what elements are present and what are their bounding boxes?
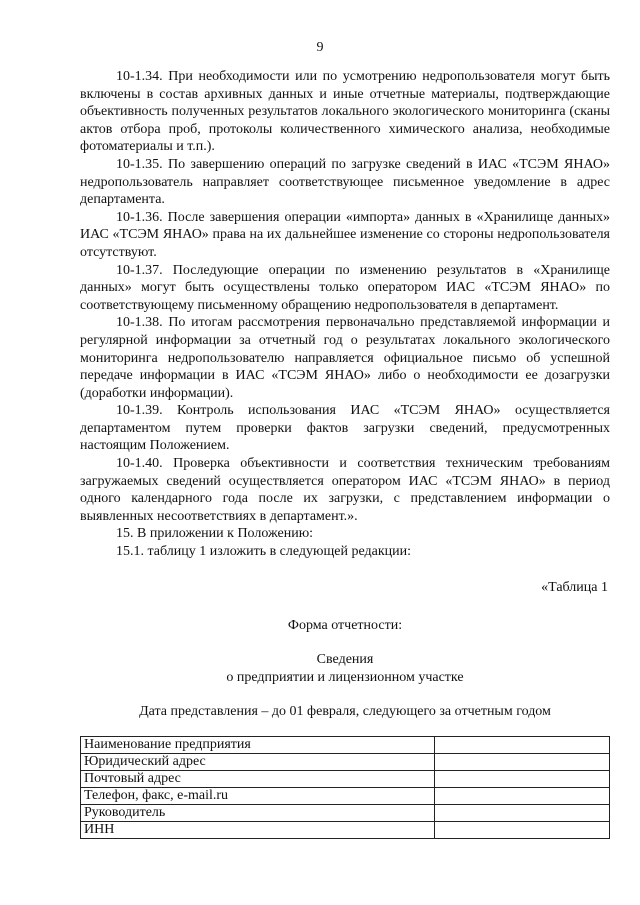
table-row [81, 788, 610, 805]
row-label: Почтовый адрес [81, 771, 435, 788]
enterprise-info-table [80, 736, 610, 839]
row-label: Наименование предприятия [81, 737, 435, 754]
row-value [434, 771, 609, 788]
row-value [434, 737, 609, 754]
paragraph-15-1: 15.1. таблицу 1 изложить в следующей редакции: [116, 544, 412, 560]
row-value [434, 754, 609, 771]
row-value [434, 822, 609, 839]
table-row [81, 771, 610, 788]
row-label: Руководитель [81, 805, 435, 822]
table-row [81, 754, 610, 771]
paragraph-10-1-35: 10-1.35. По завершению операций по загрузке сведений в ИАС «ТСЭМ ЯНАО» недропользователь направляет соответствующее письменное уведомление в адрес департамента. [80, 156, 610, 208]
table-row [81, 805, 610, 822]
body-text [80, 68, 610, 561]
table-caption: «Таблица 1 [541, 580, 608, 595]
form-title: Форма отчетности: [287, 618, 403, 633]
paragraph-15: 15. В приложении к Положению: [116, 526, 314, 542]
form-subheading: о предприятии и лицензионном участке [226, 670, 464, 685]
row-label: Юридический адрес [81, 754, 435, 771]
submission-deadline: Дата представления – до 01 февраля, следующего за отчетным годом [139, 704, 551, 719]
row-label: Телефон, факс, e-mail.ru [81, 788, 435, 805]
paragraph-10-1-40: 10-1.40. Проверка объективности и соответствия техническим требованиям загружаемых сведений осуществляется оператором ИАС «ТСЭМ ЯНАО» в период одного календарного года после их загрузки, с представлением информации о выявленных несоответствиях в департамент.». [80, 456, 610, 524]
paragraph-10-1-37: 10-1.37. Последующие операции по изменению результатов в «Хранилище данных» могут быть осуществлены только оператором ИАС «ТСЭМ ЯНАО» по соответствующему письменному обращению недропользователя в департамент. [80, 262, 610, 313]
paragraph-10-1-34: 10-1.34. При необходимости или по усмотрению недропользователя могут быть включены в состав архивных данных и иные отчетные материалы, подтверждающие объективность полученных результатов локального экологического мониторинга (сканы актов отбора проб, протоколы количественного химического анализа, необходимые фотоматериалы и т.п.). [80, 69, 610, 155]
table-row [81, 822, 610, 839]
paragraph-10-1-36: 10-1.36. После завершения операции «импорта» данных в «Хранилище данных» ИАС «ТСЭМ ЯНАО» права на их дальнейшее изменение со стороны недропользователя отсутствуют. [80, 209, 610, 260]
paragraph-10-1-38: 10-1.38. По итогам рассмотрения первоначально представляемой информации и регулярной информации за отчетный год о результатах локального экологического мониторинга недропользователю направляется официальное письмо об успешной передаче информации в ИАС «ТСЭМ ЯНАО» либо о необходимости ее дозагрузки (доработки информации). [80, 315, 610, 401]
table-row [81, 737, 610, 754]
page-number: 9 [316, 40, 324, 55]
form-heading: Сведения [316, 652, 374, 667]
row-value [434, 788, 609, 805]
paragraph-10-1-39: 10-1.39. Контроль использования ИАС «ТСЭМ ЯНАО» осуществляется департаментом путем проверки фактов загрузки сведений, предусмотренных настоящим Положением. [80, 403, 610, 454]
row-value [434, 805, 609, 822]
row-label: ИНН [81, 822, 435, 839]
